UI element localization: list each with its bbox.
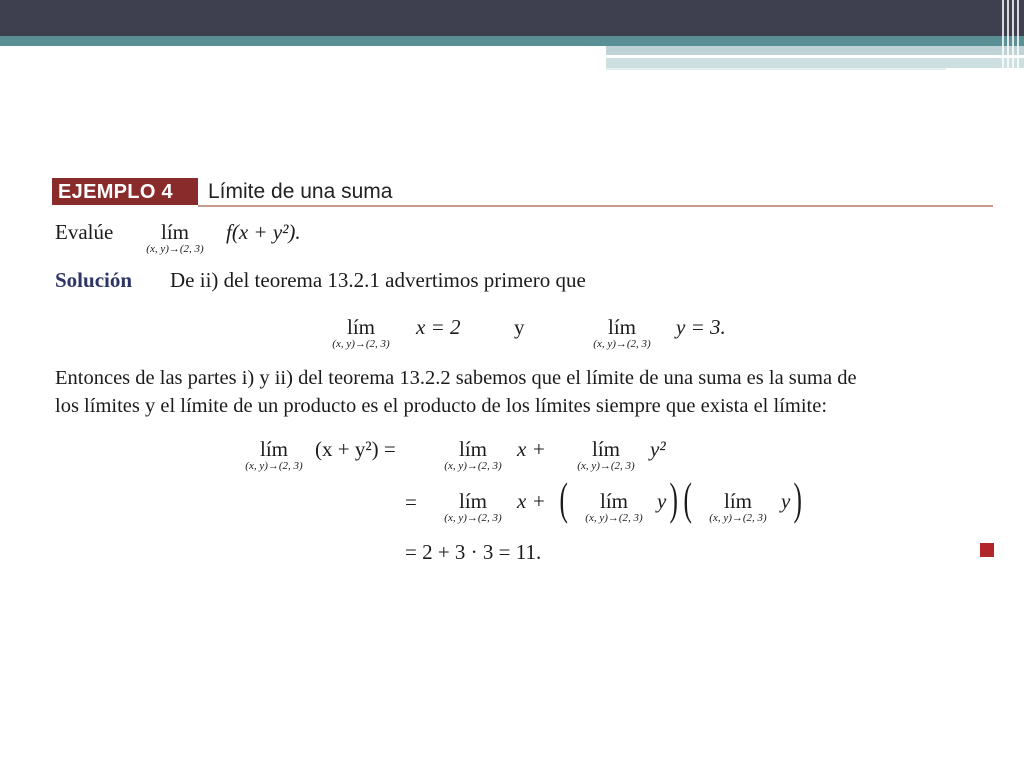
lim-subscript: (x, y)→(2, 3) [577,460,635,472]
slide-divider [606,68,946,70]
example-rule [198,205,993,207]
paragraph-line-1: Entonces de las partes i) y ii) del teorema 13.2.2 sabemos que el límite de una suma es la suma de [55,367,857,389]
solution-label: Solución [55,268,133,292]
derivation-row1-left: (x + y²) = [315,437,396,461]
derivation-limit-left [230,438,318,472]
limit-x [314,316,408,350]
derivation-row1-right: y² [650,437,666,461]
derivation-row3: = 2 + 3 · 3 = 11. [405,540,542,564]
lim-word: lím [723,489,752,513]
slide-header-bar [0,0,1024,36]
open-paren: ( [559,473,568,524]
derivation-row2-y2: y [781,489,791,513]
lim-word: lím [160,220,189,244]
lim-word: lím [458,489,487,513]
statement-prefix: Evalúe [55,220,114,244]
limit-x-value: x = 2 [416,315,461,339]
lim-subscript: (x, y)→(2, 3) [593,338,651,350]
lim-subscript: (x, y)→(2, 3) [444,512,502,524]
lim-word: lím [346,315,375,339]
slide-corner-stripes [998,0,1024,70]
example-title: Límite de una suma [208,180,393,203]
lim-subscript: (x, y)→(2, 3) [585,512,643,524]
derivation-row1-mid: x + [517,437,546,461]
statement-limit [129,221,221,255]
lim-subscript: (x, y)→(2, 3) [709,512,767,524]
open-paren: ( [683,473,692,524]
limit-y-value: y = 3. [676,315,726,339]
lim-word: lím [591,437,620,461]
lim-word: lím [259,437,288,461]
paragraph-line-2: los límites y el límite de un producto es el producto de los límites siempre que exista el límite: [55,395,828,417]
limit-y [575,316,669,350]
lim-word: lím [458,437,487,461]
close-paren: ) [669,473,678,524]
derivation-row2-limit-y1 [570,490,658,524]
slide-teal-band-lighter [606,58,1024,68]
slide-teal-band [0,36,1024,46]
example-header [52,178,993,206]
example-badge: EJEMPLO 4 [52,178,198,205]
lim-word: lím [599,489,628,513]
lim-subscript: (x, y)→(2, 3) [444,460,502,472]
slide-teal-band-light [606,46,1024,55]
derivation-row2-eq: = [405,490,417,514]
derivation-row2-limit-y2 [694,490,782,524]
solution-text: De ii) del teorema 13.2.1 advertimos primero que [170,268,586,292]
statement-expression: f(x + y²). [226,220,301,244]
derivation-row2-mid: x + [517,489,546,513]
end-of-example-marker [980,543,994,557]
derivation-row2-limit-x [429,490,517,524]
lim-subscript: (x, y)→(2, 3) [245,460,303,472]
limit-connector: y [514,315,525,339]
derivation-row2-y1: y [657,489,667,513]
lim-subscript: (x, y)→(2, 3) [332,338,390,350]
lim-subscript: (x, y)→(2, 3) [146,243,204,255]
derivation-limit-x [429,438,517,472]
close-paren: ) [793,473,802,524]
derivation-limit-y2 [562,438,650,472]
lim-word: lím [607,315,636,339]
